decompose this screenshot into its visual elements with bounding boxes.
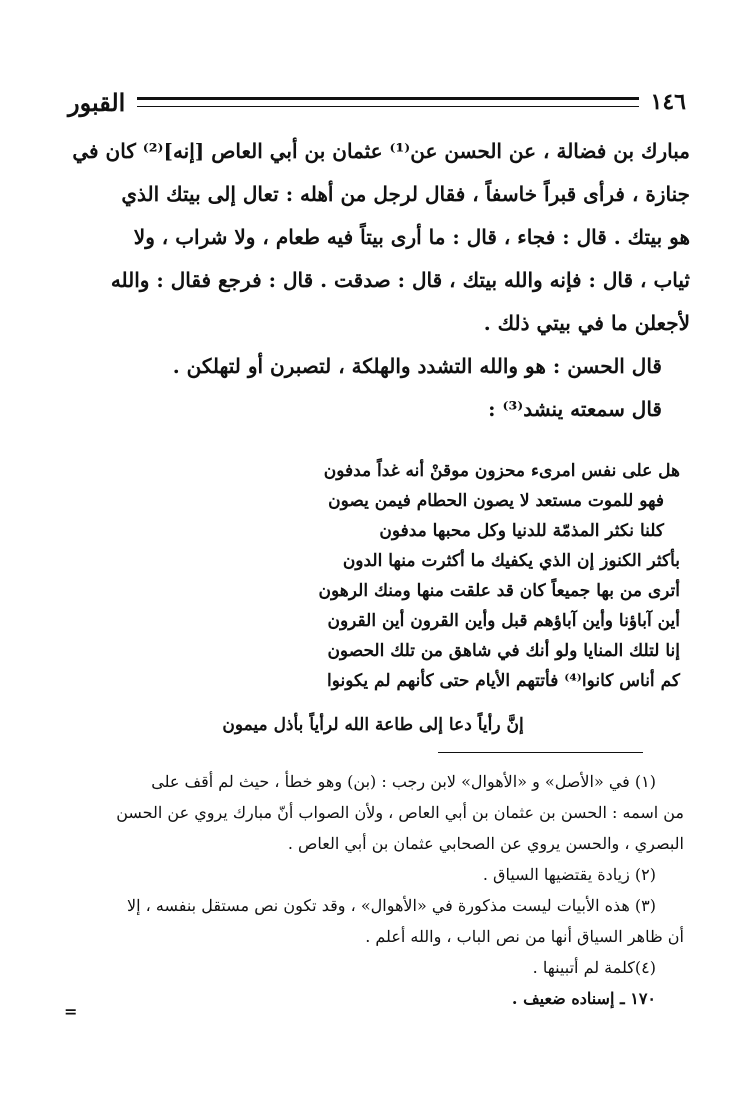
poem-verse: إنا لتلك المنايا ولو أنك في شاهق من تلك الحصون	[327, 641, 680, 661]
page-header	[68, 82, 686, 122]
footnote-line: من اسمه : الحسن بن عثمان بن أبي العاص ، ولأن الصواب أنّ مبارك يروي عن الحسن	[116, 803, 684, 822]
hadith-grade: ١٧٠ ـ إسناده ضعيف .	[511, 989, 656, 1008]
text-line: لأجعلن ما في بيتي ذلك .	[483, 311, 690, 335]
main-text	[66, 130, 690, 431]
poem-verse-final: إنَّ رأياً دعا إلى طاعة الله لرأياً بأذل ميمون	[222, 715, 524, 735]
poem-verse: فهو للموت مستعد لا يصون الحطام فيمن يصون	[328, 491, 664, 511]
paragraph-poem-intro: قال سمعته ينشد⁽³⁾ :	[488, 397, 662, 421]
footnote-4: (٤)كلمة لم أتبينها .	[532, 958, 656, 977]
poem-verse: أين آباؤنا وأين آباؤهم قبل وأين القرون أين القرون	[327, 611, 680, 631]
page-number: ١٤٦	[650, 89, 686, 115]
running-title: القبور	[68, 87, 126, 117]
footnote-2: (٢) زيادة يقتضيها السياق .	[482, 865, 656, 884]
footnote-line: (٣) هذه الأبيات ليست مذكورة في «الأهوال» ، وقد تكون نص مستقل بنفسه ، إلا	[127, 896, 656, 915]
footnote-line: (١) في «الأصل» و «الأهوال» لابن رجب : (بن) وهو خطأ ، حيث لم أقف على	[151, 772, 656, 791]
footnote-line: البصري ، والحسن يروي عن الصحابي عثمان بن أبي العاص .	[287, 834, 684, 853]
continuation-mark: =	[64, 1002, 78, 1021]
text-line: مبارك بن فضالة ، عن الحسن عن⁽¹⁾ عثمان بن أبي العاص [إنه]⁽²⁾ كان في	[72, 139, 690, 163]
footnotes	[66, 766, 684, 1014]
poem-verse: كلنا نكثر المذمّة للدنيا وكل محبها مدفون	[379, 521, 664, 541]
paragraph-narration	[66, 130, 690, 345]
poem-verse: كم أناس كانوا⁽⁴⁾ فأتتهم الأيام حتى كأنهم لم يكونوا	[326, 671, 680, 691]
poem-verse: أترى من بها جميعاً كان قد علقت منها ومنك الرهون	[318, 581, 680, 601]
footnote-3	[66, 890, 684, 952]
poem	[66, 456, 680, 740]
poem-verse: بأكثر الكنوز إن الذي يكفيك ما أكثرت منها الدون	[342, 551, 680, 571]
text-line: جنازة ، فرأى قبراً خاسفاً ، فقال لرجل من أهله : تعال إلى بيتك الذي	[121, 182, 690, 206]
text-line: ثياب ، قال : فإنه والله بيتك ، قال : صدقت . قال : فرجع فقال : والله	[110, 268, 690, 292]
footnote-separator	[438, 752, 643, 753]
footnote-1	[66, 766, 684, 859]
text-line: هو بيتك . قال : فجاء ، قال : ما أرى بيتاً فيه طعام ، ولا شراب ، ولا	[133, 225, 690, 249]
footnote-line: أن ظاهر السياق أنها من نص الباب ، والله أعلم .	[365, 927, 684, 946]
poem-verse: هل على نفس امرىء محزون موقنْ أنه غداً مدفون	[323, 461, 680, 481]
header-rule	[137, 97, 638, 107]
paragraph-hasan-saying: قال الحسن : هو والله التشدد والهلكة ، لتصبرن أو لتهلكن .	[172, 354, 662, 378]
